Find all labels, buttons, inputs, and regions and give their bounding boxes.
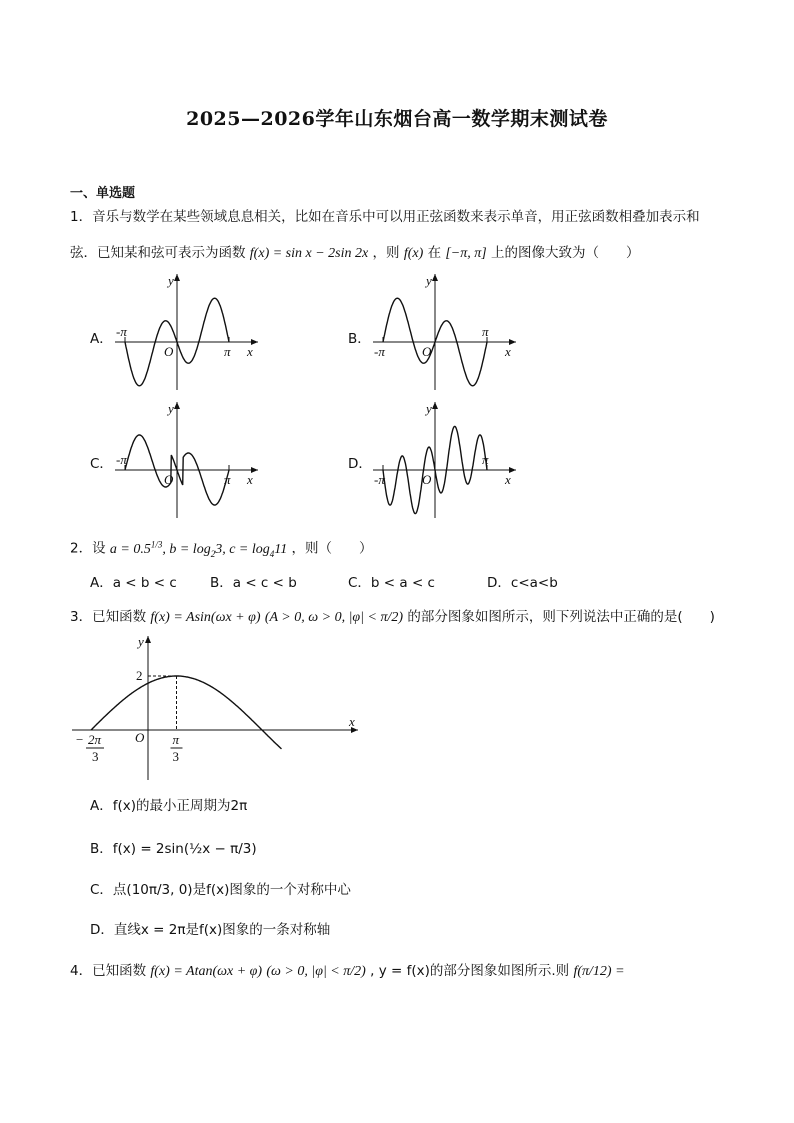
- x-label: x: [505, 344, 511, 359]
- q1-option-b-label: B．: [348, 331, 371, 347]
- right-label-den: 3: [172, 749, 179, 764]
- y-axis-arrow: [174, 274, 180, 281]
- q1-line2: 弦．已知某和弦可表示为函数 f(x) = sin x − 2sin 2x ，则 f(x) 在 [−π, π] 上的图像大致为（ ）: [70, 245, 640, 261]
- origin-label: O: [164, 472, 174, 487]
- left-minus: −: [76, 732, 84, 747]
- q2-option-a: A．a < b < c: [90, 575, 177, 591]
- right-label-num: π: [172, 732, 180, 747]
- q3-option-b: B．f(x) = 2sin(½x − π/3): [90, 841, 257, 857]
- q3-condition: (A > 0, ω > 0, |φ| < π/2): [264, 610, 404, 625]
- y-label: y: [138, 634, 144, 649]
- peak-label: 2: [136, 668, 143, 683]
- origin-label: O: [135, 730, 145, 745]
- curve: [91, 676, 282, 749]
- q3-stem: 3．已知函数 f(x) = Asin(ωx + φ) (A > 0, ω > 0, |φ| < π/2) 的部分图象如图所示，则下列说法中正确的是( ): [70, 609, 715, 625]
- q4-ask: f(π/12) =: [573, 964, 625, 979]
- q2-expression: $a = 0.5^{1/3}$, $b = \log_23$, $c = \log_411$: [109, 539, 288, 559]
- q2-stem: 2．设 $a = 0.5^{1/3}$, $b = \log_23$, $c = \log_411$ ，则（ ）: [70, 539, 373, 559]
- q3-option-c: C．点(10π/3, 0)是f(x)图象的一个对称中心: [90, 882, 351, 898]
- neg-pi-label: -π: [374, 472, 385, 487]
- x-label: x: [247, 472, 253, 487]
- q3-expression: f(x) = Asin(ωx + φ): [150, 610, 261, 625]
- origin-label: O: [422, 344, 432, 359]
- q3-graph: [70, 630, 370, 780]
- q1-graph-c: [110, 396, 265, 524]
- y-axis-arrow: [145, 636, 151, 643]
- neg-pi-label: -π: [374, 344, 385, 359]
- x-label: x: [349, 714, 355, 729]
- y-axis-arrow: [432, 274, 438, 281]
- x-label: x: [247, 344, 253, 359]
- q1-expression: f(x) = sin x − 2sin 2x: [249, 246, 369, 261]
- q2-option-b: B．a < c < b: [210, 575, 297, 591]
- q1-graph-d: [368, 396, 523, 524]
- section-heading: 一、单选题: [70, 186, 136, 201]
- q1-graph-b: [368, 268, 523, 396]
- y-label: y: [426, 273, 432, 288]
- q3-option-a: A．f(x)的最小正周期为2π: [90, 798, 248, 814]
- pi-label: π: [224, 472, 231, 487]
- q1-line1: 1．音乐与数学在某些领域息息相关，比如在音乐中可以用正弦函数来表示单音，用正弦函数相叠加表示和: [70, 209, 700, 225]
- y-label: y: [168, 273, 174, 288]
- q3-option-d: D．直线x = 2π是f(x)图象的一条对称轴: [90, 922, 331, 938]
- y-axis-arrow: [432, 402, 438, 409]
- q1-option-c-label: C．: [90, 456, 113, 472]
- q4-expression: f(x) = Atan(ωx + φ): [150, 964, 263, 979]
- pi-label: π: [482, 452, 489, 467]
- q2-option-d: D．c<a<b: [487, 575, 558, 591]
- q4-condition: (ω > 0, |φ| < π/2): [266, 964, 366, 979]
- left-label-num: 2π: [88, 732, 102, 747]
- left-label-den: 3: [92, 749, 99, 764]
- x-label: x: [505, 472, 511, 487]
- pi-label: π: [482, 324, 489, 339]
- y-label: y: [168, 401, 174, 416]
- origin-label: O: [164, 344, 174, 359]
- neg-pi-label: -π: [116, 452, 127, 467]
- q1-option-d-label: D．: [348, 456, 372, 472]
- origin-label: O: [422, 472, 432, 487]
- q2-option-c: C．b < a < c: [348, 575, 435, 591]
- q4-stem: 4．已知函数 f(x) = Atan(ωx + φ) (ω > 0, |φ| < π/2) , y = f(x)的部分图象如图所示.则 f(π/12) =: [70, 963, 625, 979]
- y-axis-arrow: [174, 402, 180, 409]
- q1-option-a-label: A．: [90, 331, 113, 347]
- neg-pi-label: -π: [116, 324, 127, 339]
- page-title: 2025—2026学年山东烟台高一数学期末测试卷: [186, 108, 608, 130]
- pi-label: π: [224, 344, 231, 359]
- q1-graph-a: [110, 268, 265, 396]
- y-label: y: [426, 401, 432, 416]
- q1-interval: [−π, π]: [445, 246, 487, 261]
